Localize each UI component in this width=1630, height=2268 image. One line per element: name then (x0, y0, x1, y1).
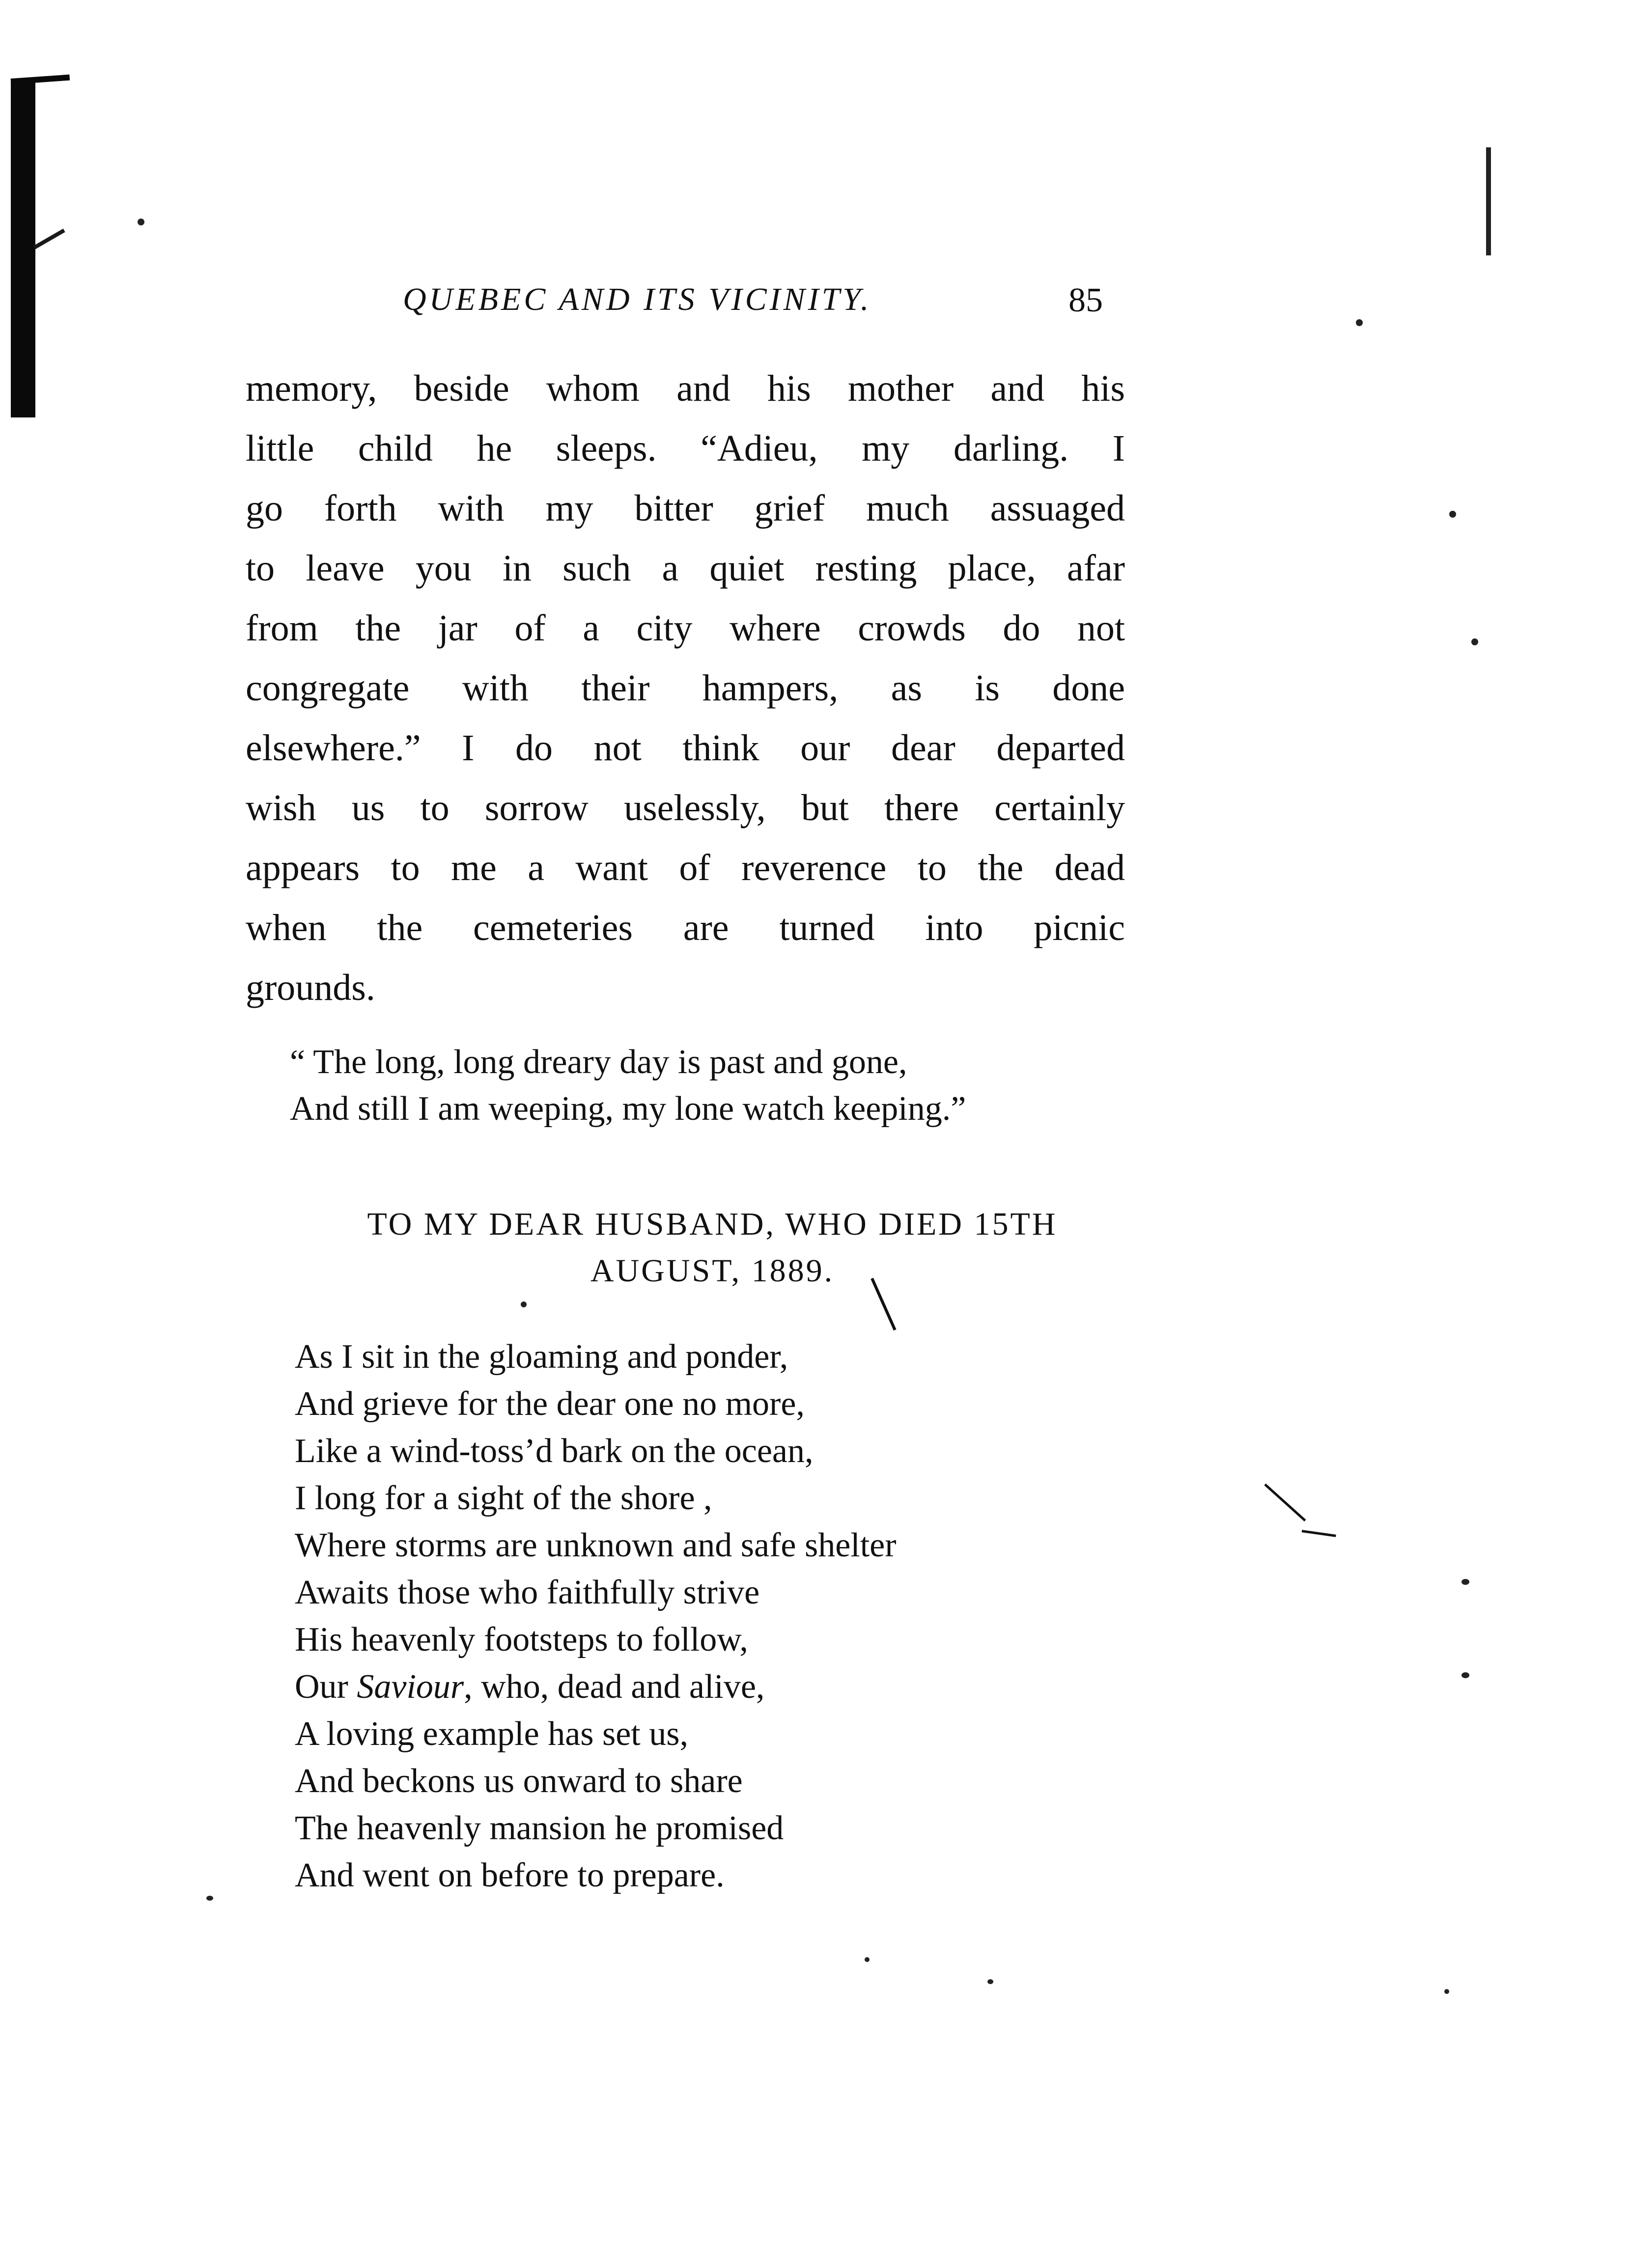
scan-speck (1471, 638, 1478, 645)
prose-paragraph (246, 359, 1125, 1018)
scan-speck (1444, 1989, 1449, 1994)
scan-speck (1461, 1579, 1469, 1585)
scan-speck (865, 1957, 870, 1962)
poem-line (295, 1663, 897, 1711)
scan-speck (1449, 511, 1456, 518)
poem-line: Like a wind-toss’d bark on the ocean, (295, 1432, 814, 1470)
prose-line: grounds. (246, 967, 375, 1008)
poem-line: And beckons us onward to share (295, 1762, 743, 1800)
quote-line: “ The long, long dreary day is past and gone, (290, 1043, 907, 1081)
quoted-couplet (290, 1039, 966, 1132)
prose-line: when the cemeteries are turned into picnic (246, 907, 1125, 948)
poem-line: Where storms are unknown and safe shelter (295, 1526, 897, 1564)
scan-speck (1356, 319, 1363, 326)
poem-line: As I sit in the gloaming and ponder, (295, 1338, 788, 1376)
scan-speck (987, 1979, 993, 1984)
poem-heading-line: AUGUST, 1889. (590, 1253, 835, 1289)
poem-heading (275, 1201, 1150, 1294)
scan-edge-bar (11, 79, 35, 417)
prose-line: elsewhere.” I do not think our dear departed (246, 727, 1125, 769)
scan-speck (521, 1301, 527, 1307)
poem-line: And grieve for the dear one no more, (295, 1385, 805, 1423)
quote-line: And still I am weeping, my lone watch keeping.” (290, 1090, 966, 1128)
prose-line: memory, beside whom and his mother and his (246, 368, 1125, 409)
scan-scratch (1264, 1484, 1306, 1521)
scan-speck (206, 1896, 213, 1901)
poem-italic-word: Saviour (357, 1668, 464, 1706)
prose-line: appears to me a want of reverence to the dead (246, 847, 1125, 888)
page-number: 85 (1068, 281, 1103, 319)
scan-scratch (1302, 1530, 1336, 1537)
prose-line: little child he sleeps. “Adieu, my darling. I (246, 428, 1125, 469)
poem-line: I long for a sight of the shore , (295, 1479, 712, 1517)
poem-line: A loving example has set us, (295, 1715, 689, 1753)
running-title: QUEBEC AND ITS VICINITY. (403, 281, 872, 317)
scan-speck (1461, 1672, 1469, 1678)
poem-line-text: Our (295, 1668, 357, 1706)
prose-line: from the jar of a city where crowds do not (246, 608, 1125, 649)
prose-line: congregate with their hampers, as is done (246, 667, 1125, 709)
poem-line-text: , who, dead and alive, (464, 1668, 765, 1706)
prose-line: to leave you in such a quiet resting place, afar (246, 548, 1125, 589)
poem-line: The heavenly mansion he promised (295, 1809, 784, 1847)
scan-edge-tick (11, 75, 70, 84)
poem-heading-line: TO MY DEAR HUSBAND, WHO DIED 15TH (367, 1206, 1058, 1242)
poem-line: And went on before to prepare. (295, 1856, 725, 1894)
poem-body (295, 1333, 897, 1899)
scan-edge-curl (33, 229, 65, 249)
scan-right-bar (1486, 147, 1491, 255)
prose-line: go forth with my bitter grief much assuaged (246, 488, 1125, 529)
scan-speck (138, 219, 144, 225)
poem-line: Awaits those who faithfully strive (295, 1574, 760, 1611)
prose-line: wish us to sorrow uselessly, but there certainly (246, 787, 1125, 829)
poem-line: His heavenly footsteps to follow, (295, 1621, 748, 1659)
